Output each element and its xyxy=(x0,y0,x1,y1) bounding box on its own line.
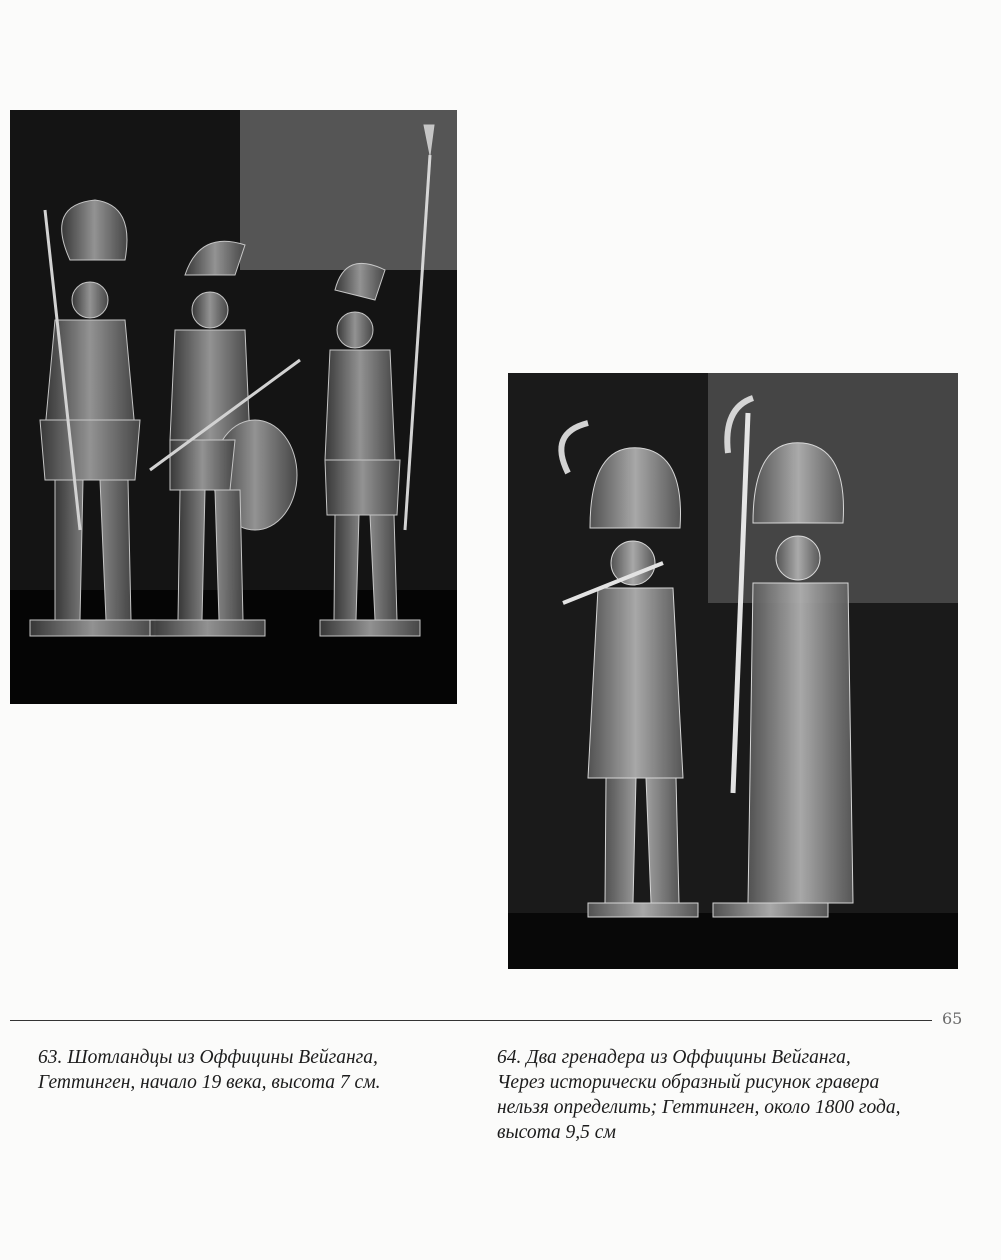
photo-scottish-figures xyxy=(10,110,457,704)
caption-line: 64. Два гренадера из Оффицины Вейганга, xyxy=(497,1047,851,1068)
caption-line: Геттинген, начало 19 века, высота 7 см. xyxy=(38,1072,381,1093)
caption-line: 63. Шотландцы из Оффицины Вейганга, xyxy=(38,1047,378,1068)
caption-divider-rule xyxy=(10,1020,932,1021)
caption-line: Через исторически образный рисунок гравера xyxy=(497,1072,880,1093)
caption-line: нельзя определить; Геттинген, около 1800 года, xyxy=(497,1097,901,1118)
caption-figure-64 xyxy=(497,1045,977,1145)
photo-tin-figures-two-grenadiers-icon xyxy=(508,373,958,969)
page-number: 65 xyxy=(942,1009,963,1028)
caption-line: высота 9,5 см xyxy=(497,1122,616,1143)
photo-grenadier-figures xyxy=(508,373,958,969)
photo-tin-figures-scottish-soldiers-icon xyxy=(10,110,457,704)
caption-figure-63 xyxy=(38,1045,458,1095)
